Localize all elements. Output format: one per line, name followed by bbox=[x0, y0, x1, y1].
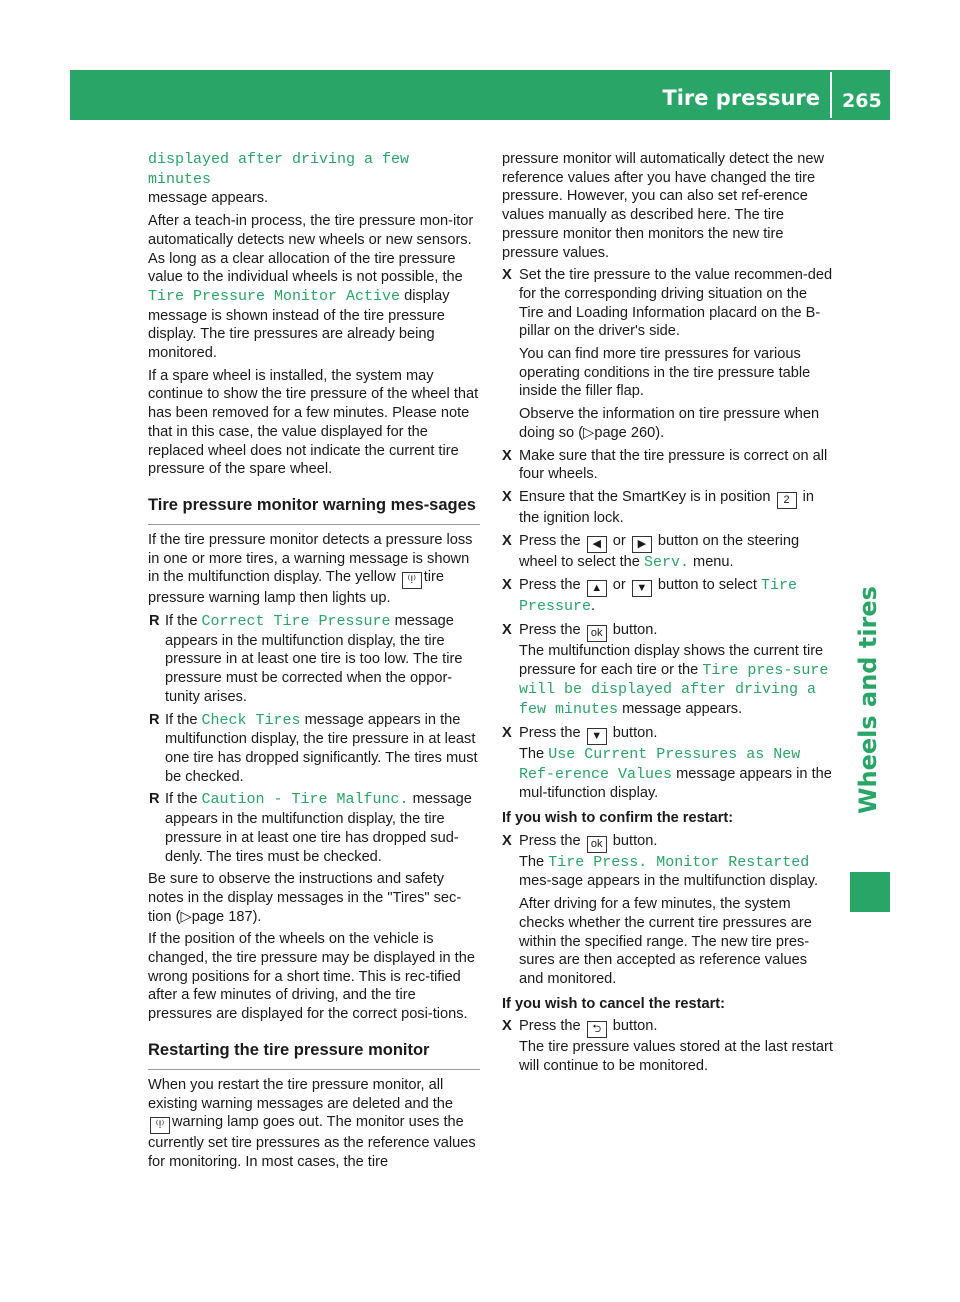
text: Observe the information on tire pressure when doing so ( bbox=[519, 406, 820, 441]
text: button. bbox=[612, 622, 658, 639]
text: or bbox=[612, 532, 626, 549]
step-mark: X bbox=[502, 267, 512, 284]
step-mark: X bbox=[502, 488, 512, 505]
left-button-icon: ◀ bbox=[587, 536, 607, 553]
right-button-icon: ▶ bbox=[632, 536, 652, 553]
step-mark: X bbox=[502, 832, 512, 849]
subheading: If you wish to confirm the restart: bbox=[502, 809, 734, 826]
right-column bbox=[502, 150, 834, 1080]
paragraph bbox=[148, 531, 480, 608]
text: Press the bbox=[519, 1018, 581, 1035]
display-message: Tire Pressure Monitor Active bbox=[148, 287, 401, 305]
tire-pressure-warning-lamp-icon: ⁽!⁾ bbox=[402, 572, 422, 589]
paragraph bbox=[148, 212, 480, 363]
text: message appears in the mul-tifunction display. bbox=[519, 765, 832, 802]
text: If the bbox=[165, 613, 198, 630]
step-note: After driving for a few minutes, the system checks whether the current tire pressures are within the specified range. The new tire pres-sures are then accepted as reference values and monitored. bbox=[519, 896, 812, 987]
text: message appears. bbox=[148, 190, 269, 207]
bullet-mark: R bbox=[149, 791, 160, 808]
down-button-icon: ▼ bbox=[587, 728, 607, 745]
tire-pressure-warning-lamp-icon: ⁽!⁾ bbox=[150, 1117, 170, 1134]
text: Press the bbox=[519, 832, 581, 849]
down-button-icon: ▼ bbox=[632, 580, 652, 597]
key-position-icon: 2 bbox=[777, 492, 797, 509]
paragraph bbox=[148, 1076, 480, 1172]
text: tire pressure warning lamp then lights up. bbox=[148, 569, 445, 607]
text: The tire pressure values stored at the last restart will continue to be monitored. bbox=[519, 1039, 833, 1075]
text: message appears in the multifunction display, the tire pressure in at least one tire has dropped significantly. The tires must be checked. bbox=[165, 711, 478, 785]
step-mark: X bbox=[502, 724, 512, 741]
text: ). bbox=[655, 424, 665, 441]
step-mark: X bbox=[502, 622, 512, 639]
text: After a teach-in process, the tire pressure mon-itor automatically detects new wheels or new sensors. As long as a clear allocation of the tire pressure value to the individual wheels is not possible, the bbox=[148, 213, 474, 286]
display-message: Use Current Pressures as New Ref-erence Values bbox=[519, 745, 801, 783]
step-item bbox=[502, 447, 834, 484]
step-note bbox=[502, 405, 834, 442]
bullet-mark: R bbox=[149, 613, 160, 630]
text: menu. bbox=[693, 553, 734, 570]
text: If the bbox=[165, 711, 198, 728]
menu-name: Serv. bbox=[643, 553, 689, 571]
text: The bbox=[519, 745, 545, 762]
paragraph: If the position of the wheels on the vehicle is changed, the tire pressure may be displayed in the wrong positions for a short time. This is rec-tified after a few minutes of driving, and the tire pressures are displayed for the correct posi-tions. bbox=[148, 931, 475, 1023]
text: display message is shown instead of the tire pressure display. The tire pressures are already being monitored. bbox=[148, 287, 450, 362]
step-note: You can find more tire pressures for various operating conditions in the tire pressure table inside the filler flap. bbox=[519, 346, 811, 400]
text: Press the bbox=[519, 577, 581, 594]
side-tab-label: Wheels and tires bbox=[854, 586, 882, 814]
text: button. bbox=[612, 724, 658, 741]
list-item bbox=[148, 790, 480, 866]
text: mes-sage appears in the multifunction display. bbox=[519, 873, 819, 890]
list-item bbox=[148, 711, 480, 787]
text: or bbox=[612, 577, 626, 594]
display-message: Correct Tire Pressure bbox=[201, 613, 391, 631]
section-title: Tire pressure bbox=[662, 86, 820, 110]
list-item bbox=[148, 612, 480, 707]
text: Be sure to observe the instructions and safety notes in the display messages in the "Tires" sec-tion ( bbox=[148, 871, 462, 925]
text: message appears in the multifunction display, the tire pressure in at least one tire has dropped sud-denly. The tires must be checked. bbox=[165, 791, 472, 865]
display-message: Check Tires bbox=[201, 711, 301, 729]
step-item bbox=[502, 576, 834, 617]
display-message: Caution - Tire Malfunc. bbox=[201, 791, 409, 809]
text: . bbox=[591, 598, 596, 615]
step-mark: X bbox=[502, 1018, 512, 1035]
text: Press the bbox=[519, 532, 581, 549]
step-item bbox=[502, 532, 834, 573]
arrow-icon: ▷ bbox=[583, 424, 595, 441]
section-heading: Restarting the tire pressure monitor bbox=[148, 1038, 480, 1070]
back-button-icon: ⮌ bbox=[587, 1021, 607, 1038]
text: Set the tire pressure to the value recommen-ded for the corresponding driving situation on the Tire and Loading Information placard on the B-pillar on the driver's side. bbox=[519, 267, 833, 340]
ok-button-icon: ok bbox=[587, 836, 607, 853]
arrow-icon: ▷ bbox=[180, 908, 192, 925]
up-button-icon: ▲ bbox=[587, 580, 607, 597]
step-mark: X bbox=[502, 447, 512, 464]
page-number: 265 bbox=[842, 90, 882, 112]
text: When you restart the tire pressure monitor, all existing warning messages are deleted and the bbox=[148, 1076, 454, 1112]
text: button on the steering wheel to select the bbox=[519, 532, 800, 570]
text: Press the bbox=[519, 622, 581, 639]
paragraph: If a spare wheel is installed, the system may continue to show the tire pressure of the wheel that has been removed for a few minutes. Please note that in this case, the value displayed for the replaced wheel does not indicate the current tire pressure of the spare wheel. bbox=[148, 367, 479, 478]
text: button. bbox=[612, 1018, 658, 1035]
page-reference[interactable]: page 260 bbox=[594, 424, 656, 441]
display-message: Tire pres-sure will be displayed after driving a few minutes bbox=[519, 661, 829, 719]
paragraph: pressure monitor will automatically detect the new reference values after you have changed the tire pressure. However, you can also set ref-erence values manually as described here. The tire pressure monitor then monitors the new tire pressure values. bbox=[502, 151, 825, 261]
step-item bbox=[502, 1017, 834, 1075]
step-item bbox=[502, 724, 834, 803]
text: If the bbox=[165, 791, 198, 808]
text: If the tire pressure monitor detects a pressure loss in one or more tires, a warning message is shown in the multifunction display. The yellow bbox=[148, 531, 473, 586]
step-item bbox=[502, 488, 834, 528]
text: Press the bbox=[519, 724, 581, 741]
text: Make sure that the tire pressure is correct on all four wheels. bbox=[519, 447, 828, 483]
text: message appears. bbox=[622, 701, 743, 718]
paragraph bbox=[148, 150, 480, 208]
section-heading: Tire pressure monitor warning mes-sages bbox=[148, 493, 480, 525]
text: in the ignition lock. bbox=[519, 488, 814, 526]
step-mark: X bbox=[502, 577, 512, 594]
display-message: Tire Press. Monitor Restarted bbox=[548, 853, 810, 871]
page-reference[interactable]: page 187 bbox=[191, 908, 253, 925]
left-column bbox=[148, 150, 480, 1176]
text: button to select bbox=[657, 577, 757, 594]
text: ). bbox=[252, 908, 262, 925]
paragraph bbox=[148, 870, 480, 926]
text: button. bbox=[612, 832, 658, 849]
step-mark: X bbox=[502, 532, 512, 549]
subheading: If you wish to cancel the restart: bbox=[502, 995, 726, 1012]
ok-button-icon: ok bbox=[587, 625, 607, 642]
step-item bbox=[502, 621, 834, 720]
display-message: displayed after driving a few minutes bbox=[148, 151, 410, 188]
header-divider bbox=[830, 72, 832, 118]
side-marker bbox=[850, 872, 890, 912]
step-item bbox=[502, 832, 834, 891]
text: Ensure that the SmartKey is in position bbox=[519, 488, 771, 505]
text: warning lamp goes out. The monitor uses the currently set tire pressures as the reference values for monitoring. In most cases, the tire bbox=[148, 1114, 476, 1170]
bullet-mark: R bbox=[149, 711, 160, 728]
text: The multifunction display shows the current tire pressure for each tire or the bbox=[519, 643, 824, 678]
text: The bbox=[519, 853, 545, 870]
menu-name: Tire Pressure bbox=[519, 577, 797, 616]
text: message appears in the multifunction display, the tire pressure in at least one tire is too low. The tire pressure must be corrected when the oppor-tunity arises. bbox=[165, 613, 463, 705]
step-item bbox=[502, 266, 834, 341]
